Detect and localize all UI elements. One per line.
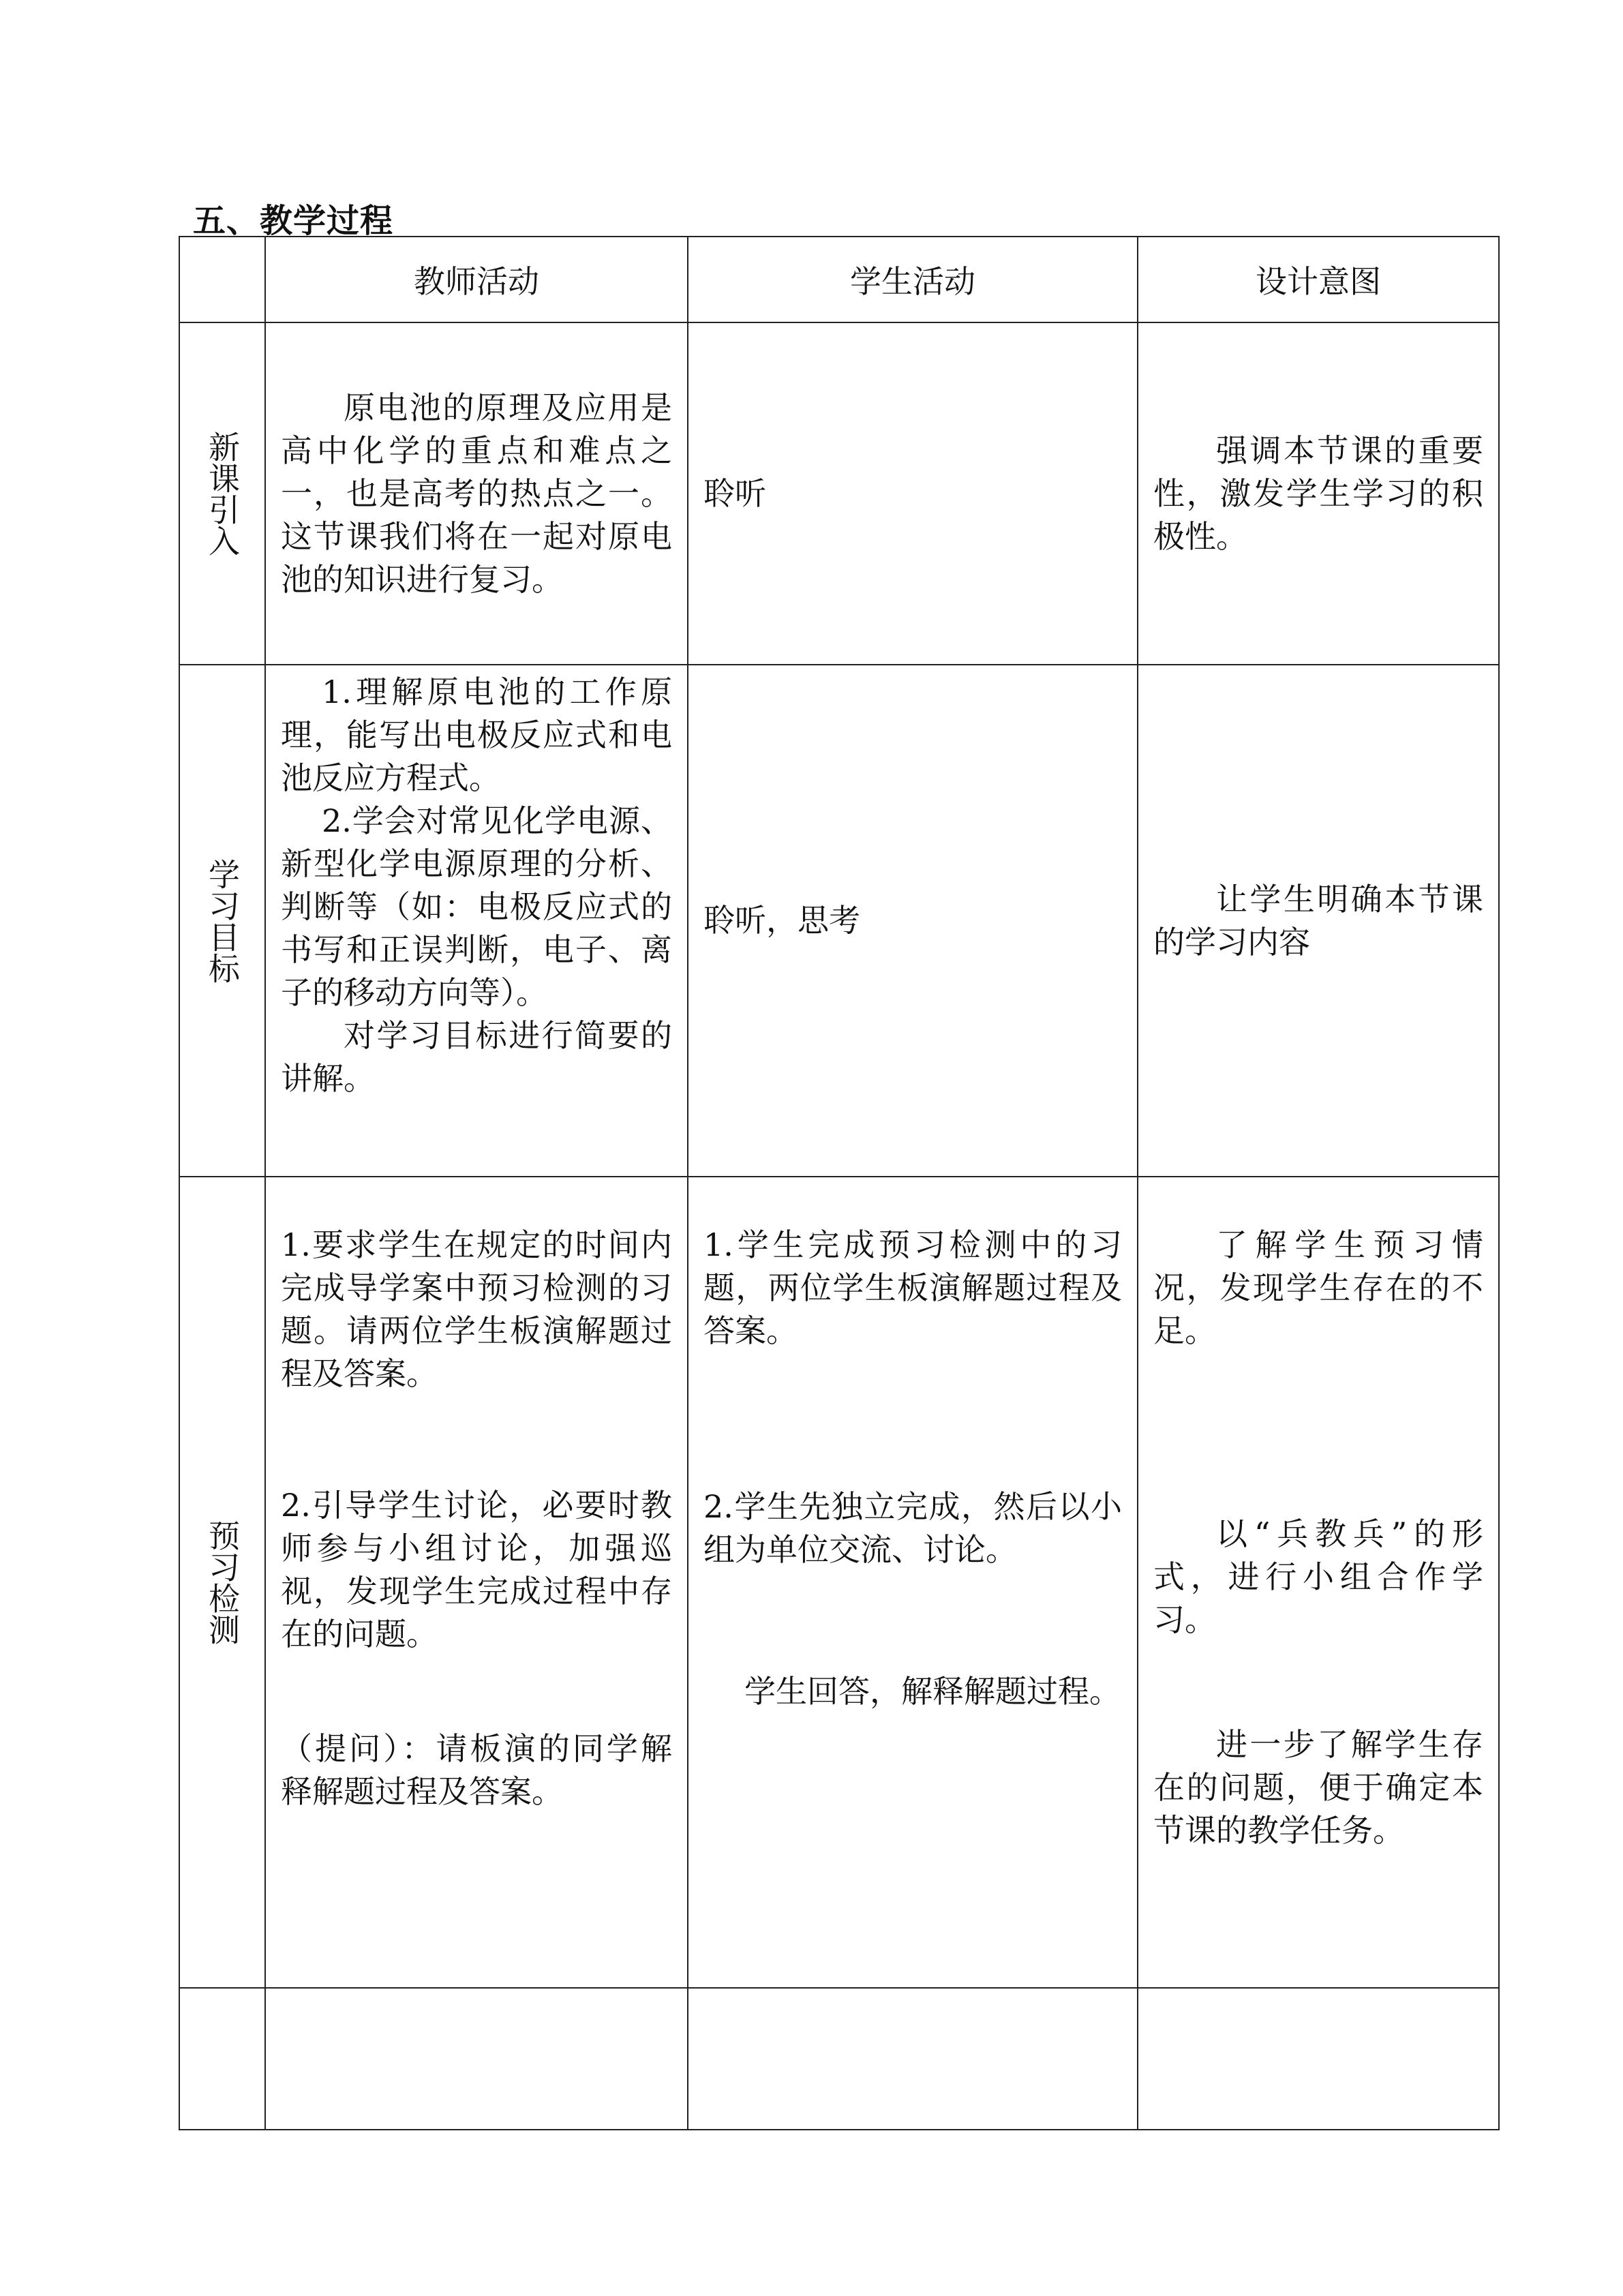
teacher-activity-cell: 1.要求学生在规定的时间内完成导学案中预习检测的习题。请两位学生板演解题过程及答案。 2.引导学生讨论，必要时教师参与小组讨论，加强巡视，发现学生完成过程中存在的问题。 （提问）：请板演的同学解释解题过程及答案。 (265, 1177, 688, 1988)
design-intent-cell: 让学生明确本节课的学习内容 (1138, 665, 1499, 1177)
table-row (179, 1177, 1499, 1988)
stage-cell: 预习检测 (179, 1177, 265, 1988)
table-header-row (179, 237, 1499, 322)
table-row (179, 665, 1499, 1177)
student-activity-cell: 1.学生完成预习检测中的习题，两位学生板演解题过程及答案。 2.学生先独立完成，然后以小组为单位交流、讨论。 学生回答，解释解题过程。 (688, 1177, 1138, 1988)
header-student-activity: 学生活动 (688, 237, 1138, 322)
teacher-activity-cell: 1.理解原电池的工作原理，能写出电极反应式和电池反应方程式。 2.学会对常见化学电源、新型化学电源原理的分析、判断等（如：电极反应式的书写和正误判断，电子、离子的移动方向等）。 对学习目标进行简要的讲解。 (265, 665, 688, 1177)
design-intent-cell: 强调本节课的重要性，激发学生学习的积极性。 (1138, 322, 1499, 665)
table-row (179, 322, 1499, 665)
student-activity-cell: 聆听，思考 (688, 665, 1138, 1177)
stage-cell: 学习目标 (179, 665, 265, 1177)
table-row-empty (179, 1988, 1499, 2130)
student-activity-cell: 聆听 (688, 322, 1138, 665)
teaching-process-table (179, 236, 1500, 2130)
empty-cell (1138, 1988, 1499, 2130)
header-teacher-activity: 教师活动 (265, 237, 688, 322)
empty-cell (179, 1988, 265, 2130)
empty-cell (265, 1988, 688, 2130)
empty-cell (688, 1988, 1138, 2130)
design-intent-cell: 了解学生预习情况，发现学生存在的不足。 以“兵教兵”的形式，进行小组合作学习。 进一步了解学生存在的问题，便于确定本节课的教学任务。 (1138, 1177, 1499, 1988)
header-stage (179, 237, 265, 322)
teacher-activity-cell: 原电池的原理及应用是高中化学的重点和难点之一，也是高考的热点之一。这节课我们将在一起对原电池的知识进行复习。 (265, 322, 688, 665)
header-design-intent: 设计意图 (1138, 237, 1499, 322)
section-title: 五、教学过程 (193, 202, 394, 240)
stage-cell: 新课引入 (179, 322, 265, 665)
